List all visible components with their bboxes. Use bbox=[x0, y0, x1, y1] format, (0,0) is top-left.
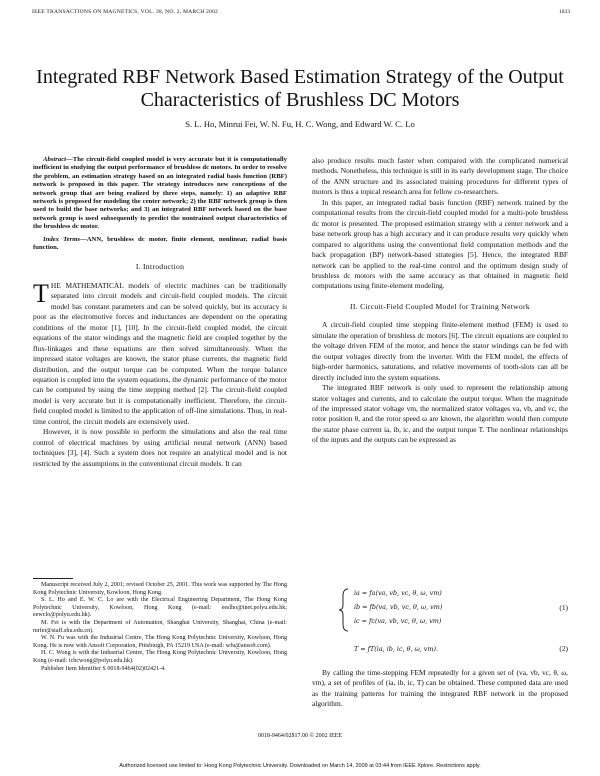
page-number: 1033 bbox=[558, 9, 570, 15]
section-heading-introduction: I. Introduction bbox=[135, 262, 185, 272]
right-paragraph-1: also produce results much faster when compared with the complicated numerical methods. Nonetheless, this technique is still in its early development stage. The choice of the ANN structure and its associated training procedures for different types of motors is thus a topical research area for fellow co-researchers. bbox=[312, 156, 568, 197]
journal-header: IEEE TRANSACTIONS ON MAGNETICS, VOL. 38, NO. 2, MARCH 2002 bbox=[32, 9, 219, 15]
footnote: Manuscript received July 2, 2001; revised October 25, 2001. This work was supported by The Hong Kong Polytechnic University, Kowloon, Hong Kong. bbox=[33, 582, 287, 596]
footnote-rule bbox=[33, 578, 73, 579]
paper-title: Integrated RBF Network Based Estimation Strategy of the Output Characteristics of Brushless DC Motors bbox=[36, 66, 564, 111]
equation-1-line: ia = fa(va, vb, vc, θ, ω, vm) bbox=[354, 589, 442, 597]
abstract-lead: Abstract— bbox=[43, 156, 73, 163]
drop-cap: T bbox=[33, 278, 49, 308]
section-2-paragraph-3: By calling the time-stepping FEM repeatedly for a given set of (va, vb, vc, θ, ω, vm), a set of profiles of (ia, ib, ic, T) can be obtained. These computed data are used as the training patterns for training the integrated RBF network in the proposed algorithm. bbox=[312, 668, 568, 709]
author-list: S. L. Ho, Minrui Fei, W. N. Fu, H. C. Wong, and Edward W. C. Lo bbox=[185, 119, 415, 129]
index-terms bbox=[33, 236, 287, 253]
abstract bbox=[33, 156, 287, 232]
intro-paragraph-2: However, it is now possible to perform the simulations and also the real time control of electrical machines by using artificial neural network (ANN) based techniques [3], [4]. Such a system does not require an analytical model and is not restricted by the assumptions in the conventional circuit models. It can bbox=[33, 427, 287, 468]
index-terms-lead: Index Terms— bbox=[43, 235, 87, 243]
equation-1-number: (1) bbox=[559, 603, 568, 612]
section-2-paragraph-1: A circuit-field coupled time stepping finite-element method (FEM) is used to simulate the operation of brushless dc motors [6]. The circuit equations are coupled to the voltage driven FEM of the motor, and hence the stator windings can be fed with the output voltages directly from the inverter. With the FEM model, the effects of high-order harmonics, saturations, and relative movements of tooth-slots can all be directly included into the system equations. bbox=[312, 320, 568, 382]
intro-paragraph-1-text: HE MATHEMATICAL models of electric machines can be traditionally separated into circuit models and circuit-field coupled models. The circuit model has constant parameters and can be solved quickly, but its accuracy is poor as the electromotive forces and inductances are dependent on the operating conditions of the motor [1], [10]. In the circuit-field coupled model, the circuit equations of the stator windings and the magnetic field are coupled together by the flux-linkages and these equations are then solved simultaneously. When the impressed stator voltages are known, the stator phase currents, the magnetic field distribution, and the output torque can be computed. When the torque balance equation is coupled into the system equations, the dynamic performance of the motor can be computed by using the time stepping method [2]. The circuit-field coupled model is very accurate but it is computationally inefficient. Therefore, the circuit-field coupled model is limited to the application of off-line simulations. Thus, in real-time control, the circuit models are extensively used. bbox=[33, 280, 287, 426]
index-terms-text: ANN, brushless dc motor, finite element, nonlinear, radial basis function. bbox=[33, 235, 288, 252]
footnote: H. C. Wong is with the Industrial Centre, The Hong Kong Polytechnic University, Kowloon, Hong Kong (e-mail: ichcwong@polyu.edu.hk). bbox=[33, 650, 287, 664]
footnote: Publisher Item Identifier S 0018-9464(02)02421-4. bbox=[41, 665, 166, 672]
intro-paragraph-1 bbox=[33, 278, 287, 427]
right-paragraph-2: In this paper, an integrated radial basis function (RBF) network trained by the computational results from the circuit-field coupled model for a multi-pole brushless dc motor is presented. The proposed estimation strategy with a center network and a base network group has a high accuracy and it can produce results very quickly when compared to algorithms using the conventional field computation methods and the back propagation (BP) network-based strategies [5]. Hence, the integrated RBF network can be applied to the real-time control and the optimum design study of brushless dc motors with the same accuracy as that obtained in magnetic field computations using finite-element modeling. bbox=[312, 197, 568, 291]
abstract-text: The circuit-field coupled model is very accurate but it is computationally inefficient in studying the output performance of brushless dc motors. In order to resolve the problem, an estimation strategy based on an integrated radial basis function (RBF) network is proposed in this paper. The strategy introduces new conceptions of the network group that are being realized by three steps, namely: 1) an adaptive RBF network is proposed for modeling the center network; 2) the RBF network group is then used to build the base networks; and 3) an integrated RBF network based on the base network group is used subsequently to predict the nontrained output characteristics of the brushless dc motor. bbox=[33, 156, 287, 231]
copyright-line: 0018-9464/02$17.00 © 2002 IEEE bbox=[257, 733, 343, 739]
equation-2-number: (2) bbox=[559, 644, 568, 653]
brace-symbol bbox=[338, 588, 350, 632]
equation-1 bbox=[330, 588, 570, 634]
section-heading-2: II. Circuit-Field Coupled Model for Training Network bbox=[350, 301, 530, 311]
equation-2-text: T = fT(ia, ib, ic, θ, ω, vm). bbox=[354, 645, 438, 653]
footnote: M. Fei is with the Department of Automation, Shanghai University, Shanghai, China (e-mail: mrfei@staff.shu.edu.cn). bbox=[33, 619, 287, 634]
equation-1-line: ic = fc(va, vb, vc, θ, ω, vm) bbox=[354, 617, 442, 625]
equation-1-line: ib = fb(va, vb, vc, θ, ω, vm) bbox=[354, 603, 443, 611]
footnotes bbox=[33, 582, 287, 673]
left-column bbox=[33, 156, 287, 469]
license-notice: Authorized licensed use limited to: Hong Kong Polytechnic University. Downloaded on March 14, 2009 at 03:44 from IEEE Xplore. Restrictions apply. bbox=[119, 763, 481, 769]
right-column bbox=[312, 156, 568, 446]
footnote: S. L. Ho and E. W. C. Lo are with the Electrical Engineering Department, The Hong Kong Polytechnic University, Kowloon, Hong Kong (e-mail: eeslho@inet.polyu.edu.hk; eewclo@polyu.edu.hk). bbox=[33, 597, 287, 619]
footnote: W. N. Fu was with the Industrial Centre, The Hong Kong Polytechnic University, Kowloon, Hong Kong. He is now with Ansoft Corporation, Pittsburgh, PA 15219 USA (e-mail: wfu@ansoft.com). bbox=[33, 635, 287, 649]
section-2-paragraph-2: The integrated RBF network is only used to represent the relationship among stator voltages and currents, and to calculate the output torque. When the magnitude of the impressed stator voltage vm, the normalized stator voltages va, vb, and vc, the rotor position θ, and the rotor speed ω are known, the algorithm would then compute the stator phase current ia, ib, ic, and the output torque T. The nonlinear relationships of the inputs and the outputs can be expressed as bbox=[312, 383, 568, 445]
right-column-tail bbox=[312, 668, 568, 710]
equation-2 bbox=[330, 644, 570, 658]
